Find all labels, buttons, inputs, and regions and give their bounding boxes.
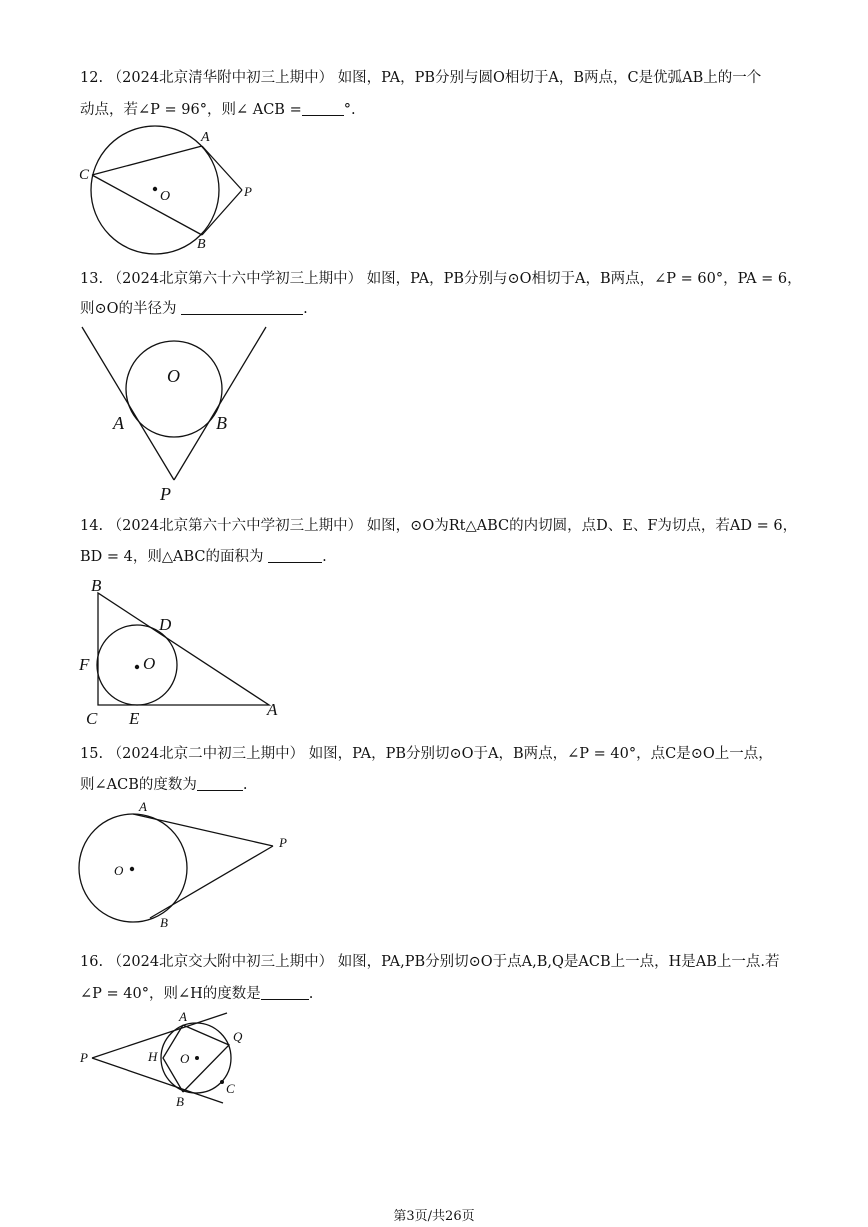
q15-source: （2024北京二中初三上期中）	[107, 746, 305, 762]
q14-label-D: D	[159, 615, 172, 634]
q16-center-dot	[195, 1056, 199, 1060]
q14-label-E: E	[129, 709, 140, 728]
q13-label-A: A	[113, 413, 124, 433]
q15-label-O: O	[114, 863, 124, 878]
q14-label-O: O	[143, 654, 156, 673]
q15-text-3: .	[242, 777, 248, 793]
q13-label-P: P	[160, 484, 171, 504]
q12-label-A: A	[201, 130, 210, 145]
q13-text-1: 如图，PA，PB分别与⊙O相切于A，B两点，∠P = 60°，PA = 6，	[366, 271, 802, 287]
q12-label-C: C	[79, 167, 90, 183]
q12-text-2: 动点，若∠P = 96°，则∠ ACB =	[80, 102, 302, 118]
q15-label-B: B	[160, 915, 168, 930]
q13-number: 13.	[80, 271, 104, 287]
q16-label-B: B	[176, 1094, 184, 1109]
q14-label-A: A	[267, 700, 278, 719]
q13-text-2: 则⊙O的半径为	[80, 301, 177, 317]
q14-number: 14.	[80, 518, 104, 534]
q15-label-P: P	[279, 835, 287, 850]
q14-label-F: F	[79, 655, 90, 674]
q15-text-2: 则∠ACB的度数为	[80, 777, 197, 793]
q16-label-O: O	[180, 1051, 190, 1066]
q13-text-3: .	[303, 301, 308, 317]
q14-text-3: .	[322, 549, 327, 565]
q15-number: 15.	[80, 746, 104, 762]
q14-text-1: 如图，⊙O为Rt△ABC的内切圆，点D、E、F为切点，若AD = 6，	[366, 518, 798, 534]
q12-text-1: 如图，PA，PB分别与圆O相切于A，B两点，C是优弧AB上的一个	[337, 70, 762, 86]
q14-text-2: BD = 4，则△ABC的面积为	[80, 549, 264, 565]
q14-source: （2024北京第六十六中学初三上期中）	[107, 518, 363, 534]
q13-label-O: O	[167, 366, 180, 386]
q15-text-1: 如图，PA，PB分别切⊙O于A，B两点，∠P = 40°，点C是⊙O上一点，	[308, 746, 773, 762]
q13-label-B: B	[216, 413, 227, 433]
q16-number: 16.	[80, 954, 104, 970]
q13-source: （2024北京第六十六中学初三上期中）	[107, 271, 363, 287]
q16-text-2: ∠P = 40°，则∠H的度数是	[80, 986, 261, 1002]
q16-label-H: H	[148, 1049, 158, 1064]
q12-text-3: °.	[343, 102, 356, 118]
q12-number: 12.	[80, 70, 104, 86]
page-footer: 第3页/共26页	[393, 1209, 475, 1224]
q14-label-B: B	[91, 576, 102, 595]
q15-label-A: A	[139, 799, 147, 814]
q16-text-1: 如图，PA,PB分别切⊙O于点A,B,Q是ACB上一点，H是AB上一点.若	[337, 954, 780, 970]
q12-source: （2024北京清华附中初三上期中）	[107, 70, 334, 86]
q16-label-Q: Q	[233, 1029, 243, 1044]
q16-label-C: C	[226, 1081, 235, 1096]
q12-label-P: P	[244, 184, 252, 199]
q14-label-C: C	[86, 709, 98, 728]
q16-point-C	[220, 1080, 224, 1084]
q16-text-3: .	[308, 986, 314, 1002]
q16-tangent-PB	[92, 1058, 223, 1103]
q16-label-A: A	[179, 1009, 187, 1024]
q16-source: （2024北京交大附中初三上期中）	[107, 954, 334, 970]
q12-label-O: O	[160, 189, 171, 204]
q12-label-B: B	[197, 237, 206, 252]
q16-label-P: P	[80, 1050, 88, 1065]
